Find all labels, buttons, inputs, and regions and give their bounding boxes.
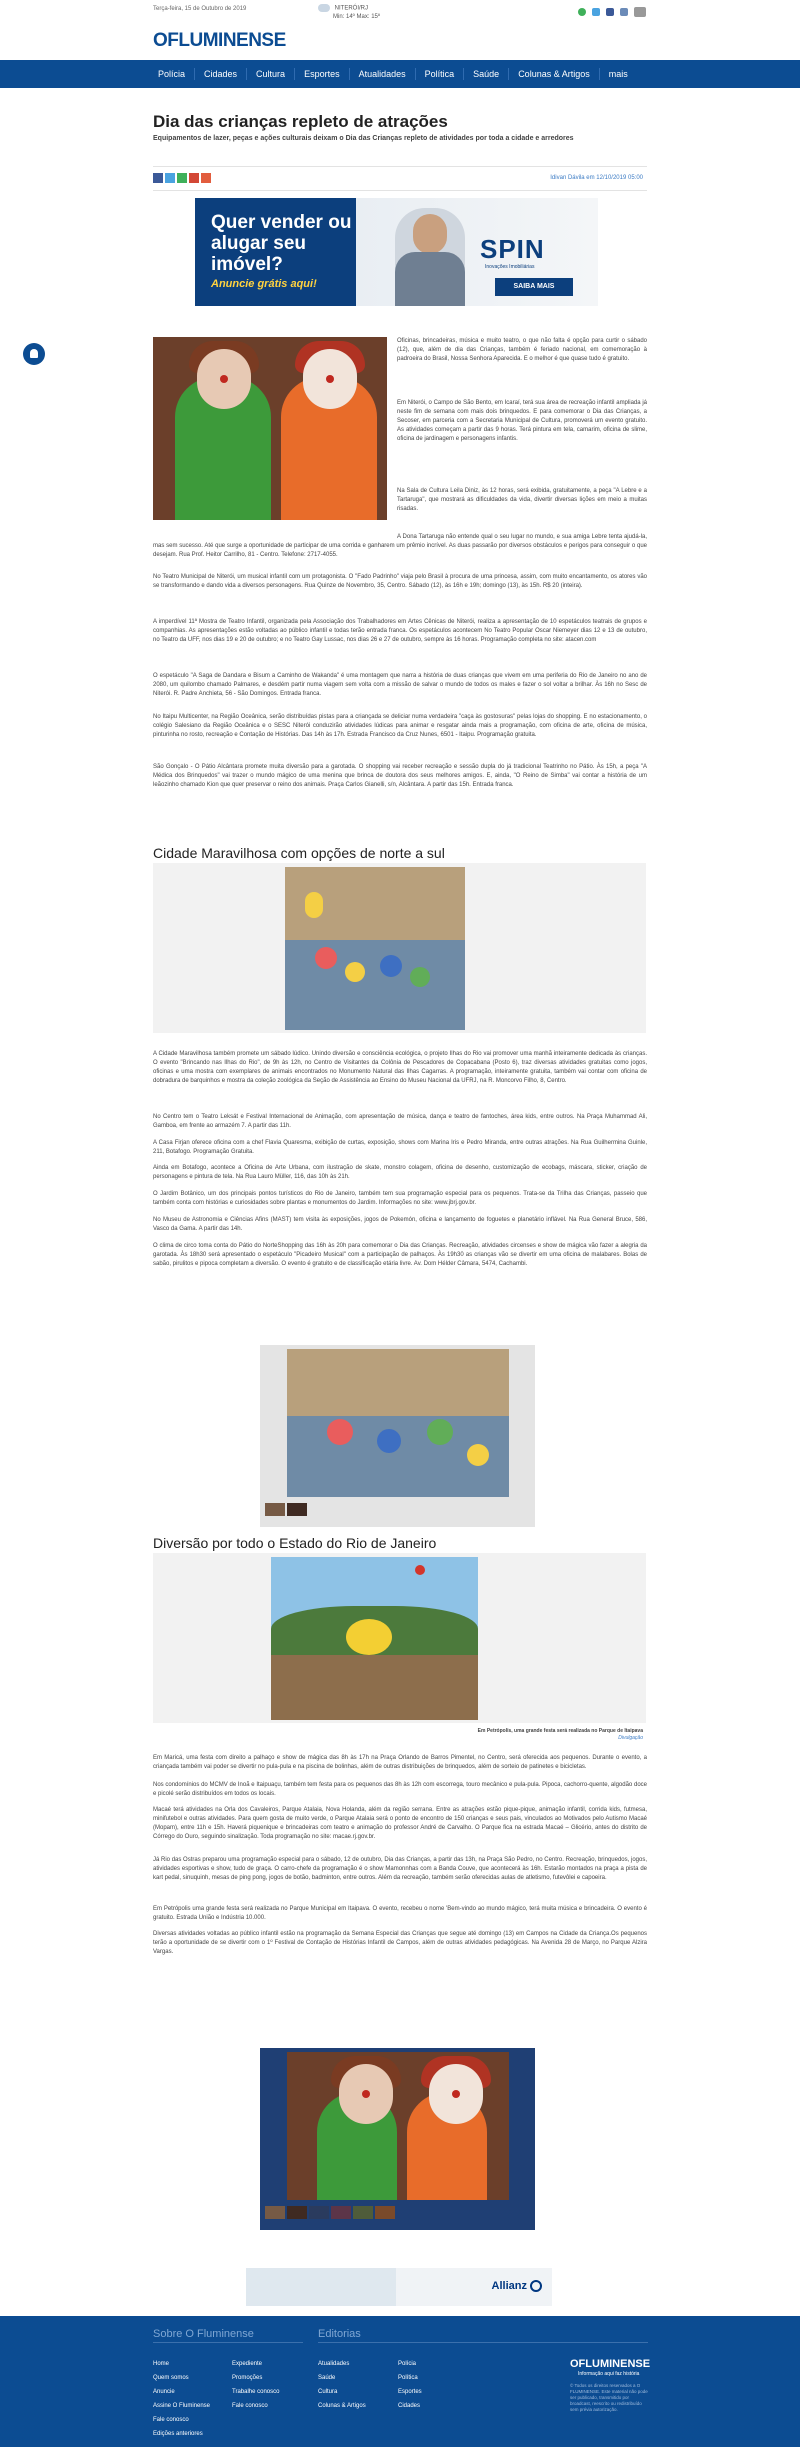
article-subtitle: Equipamentos de lazer, peças e ações culturais deixam o Dia das Crianças repleto de atividades por toda a cidade e arredores [153, 135, 574, 142]
thumbnail[interactable] [331, 2206, 351, 2219]
nav-item-mais[interactable]: mais [608, 69, 628, 79]
ad-image [246, 2268, 396, 2306]
section-heading: Diversão por todo o Estado do Rio de Janeiro [153, 1535, 437, 1551]
current-date: Terça-feira, 15 de Outubro de 2019 [153, 6, 247, 12]
allianz-eagle-icon [530, 2280, 542, 2292]
article-paragraph: Na Sala de Cultura Leila Diniz, às 12 horas, será exibida, gratuitamente, a peça "A Lebre e a Tartaruga", que mostrará as dificuldades da vida, divertir diversas lições em meio a muitas risadas. [397, 488, 647, 512]
photo-slider [260, 1345, 535, 1527]
footer-link[interactable]: Edições anteriores [153, 2431, 203, 2437]
weather-widget [318, 4, 380, 21]
footer-link[interactable]: Trabalhe conosco [232, 2389, 280, 2395]
facebook-icon[interactable] [606, 8, 614, 16]
article-paragraph: No Itaipu Multicenter, na Região Oceânica, serão distribuídas pistas para a criançada se deliciar numa verdadeira "caça às gostosuras" pelas lojas do shopping. E no estacionamento, o colégio Salesiano da Região Oceânica e o SESC Niterói conduzirão atividades lúdicas para animar e resgatar ainda mais a programação, com oficina de arte, oficina de música, pinturinha no rosto, recreação e Contação de Histórias. Das 14h às 17h. Estrada Francisco da Cruz Nunes, 6501 - Itaipu. Programação gratuita. [153, 714, 647, 738]
article-paragraph: Nos condomínios do MCMV de Inoã e Itaipuaçu, também tem festa para os pequenos das 8h às 12h com escorrega, touro mecânico e pula-pula. Pipoca, cachorro-quente, algodão doce e picolé serão distribuídos em todos os locais. [153, 1782, 647, 1797]
ad-model-image [395, 208, 465, 306]
caption-text: Em Petrópolis, uma grande festa será realizada no Parque de Itaipava [477, 1728, 643, 1734]
footer-link[interactable]: Expediente [232, 2361, 263, 2367]
photo-gallery [153, 1553, 646, 1723]
google-share-icon[interactable] [189, 173, 199, 183]
site-logo[interactable]: OFLUMINENSE [153, 30, 286, 51]
article-paragraph: A Dona Tartaruga não entende qual o seu lugar no mundo, e sua amiga Lebre tenta ajudá-la, mas sem sucesso. Até que surge a oportunidade de participar de uma corrida e ganharem um prêmio incrível. As duas passarão por diversos obstáculos e perigos para conseguir o que desejam. Rua Prof. Heitor Carrilho, 81 - Centro. Telefone: 2717-4055. [153, 534, 647, 558]
article-paragraph: A Casa Firjan oferece oficina com a chef Flavia Quaresma, exibição de curtas, exposição, shows com Marina Iris e Pedro Miranda, entre outras atrações. Na Rua Guilhermina Guinle, 211, Botafogo. Programação Gratuita. [153, 1140, 647, 1155]
photo-caption [478, 1728, 643, 1742]
nav-item-policia[interactable]: Polícia [154, 68, 195, 80]
nav-item-politica[interactable]: Política [416, 68, 465, 80]
footer-links-about [153, 2357, 210, 2441]
whatsapp-icon[interactable] [578, 8, 586, 16]
search-icon[interactable] [634, 7, 646, 17]
footer-link[interactable]: Política [398, 2375, 418, 2381]
footer-link[interactable]: Saúde [318, 2375, 336, 2381]
spin-saiba-mais-button[interactable]: SAIBA MAIS [495, 278, 573, 296]
whatsapp-share-icon[interactable] [177, 173, 187, 183]
facebook-share-icon[interactable] [153, 173, 163, 183]
instagram-icon[interactable] [620, 8, 628, 16]
footer-link[interactable]: Fale conosco [153, 2417, 189, 2423]
article-paragraph: Em Niterói, o Campo de São Bento, em Icaraí, terá sua área de recreação infantil ampliada já neste fim de semana com mais dois brinquedos. E para comemorar o Dia das Crianças, a Secoser, em parceria com a Secretaria Municipal de Cultura, promoverá um evento gratuito. As atividades começam a partir das 9 horas. Terá pintura em tela, camarim, oficina de slime, oficina de jardinagem e personagens infantis. [397, 400, 647, 442]
footer-links-editorias [318, 2357, 366, 2413]
footer-link[interactable]: Quem somos [153, 2375, 189, 2381]
thumbnail[interactable] [353, 2206, 373, 2219]
footer-link[interactable]: Colunas & Artigos [318, 2403, 366, 2409]
footer-link[interactable]: Polícia [398, 2361, 417, 2367]
share-buttons [153, 173, 211, 183]
nav-item-saude[interactable]: Saúde [464, 68, 509, 80]
nav-item-esportes[interactable]: Esportes [295, 68, 350, 80]
photo-slider [260, 2048, 535, 2230]
article-byline: Idivan Dávila em 12/10/2019 05:00 [550, 175, 643, 181]
divider [153, 166, 647, 167]
footer-link[interactable]: Esportes [398, 2389, 422, 2395]
footer-logo[interactable]: OFLUMINENSE [570, 2358, 651, 2370]
kids-activity-photo[interactable] [287, 1349, 509, 1497]
article-paragraph: O clima de circo toma conta do Pátio do NorteShopping das 16h às 20h para comemorar o Dia das Crianças. Recreação, atividades circenses e show de mágica vão fazer a alegria da garotada. Às 18h30 será apresentado o espetáculo "Picadeiro Musical" com a participação de palhaços. Às 19h30 as crianças vão se divertir em uma oficina de malabares. Bolas de sabão, pirulitos e pipoca completam a diversão. O evento é gratuito e de classificação etária livre. Av. Dom Hélder Câmara, 5474, Cachambi. [153, 1243, 647, 1267]
article-paragraph: No Centro tem o Teatro Leksát e Festival Internacional de Animação, com apresentação de música, dança e teatro de fantoches, área kids, entre outros. Na Praça Muhammad Ali, Gamboa, em frente ao armazém 7. A partir das 11h. [153, 1114, 647, 1129]
article-paragraph: Diversas atividades voltadas ao público infantil estão na programação da Semana Especial das Crianças que segue até domingo (13) em Campos na Cidade da Criança.Os pequenos terão a oportunidade de se divertir com o 1º Festival de Contação de Histórias Infantil de Campos, além de outras atividades pedagógicas. Na Avenida 28 de Março, no Parque Alzira Vargas. [153, 1931, 647, 1955]
main-nav [0, 60, 800, 88]
article-paragraph: Oficinas, brincadeiras, música e muito teatro, o que não falta é opção para curtir o sábado (12), que, além de dia das Crianças, também é feriado nacional, em comemoração à padroeira do Brasil, Nossa Senhora Aparecida. E o melhor é que quase tudo é gratuito. [397, 338, 647, 362]
footer-link[interactable]: Home [153, 2361, 170, 2367]
footer-link[interactable]: Anuncie [153, 2389, 175, 2395]
spin-ad-headline: Quer vender ou alugar seu imóvel? [211, 212, 352, 275]
footer-link[interactable]: Assine O Fluminense [153, 2403, 211, 2409]
footer-links-editorias-2 [398, 2357, 422, 2413]
nav-item-atualidades[interactable]: Atualidades [350, 68, 416, 80]
nav-item-cidades[interactable]: Cidades [195, 68, 247, 80]
weather-city: NITERÓI/RJ [334, 5, 369, 12]
footer-divider [318, 2342, 648, 2343]
article-title: Dia das crianças repleto de atrações [153, 112, 448, 131]
photo-gallery [153, 863, 646, 1033]
article-paragraph: Em Petrópolis uma grande festa será realizada no Parque Municipal em Itaipava. O evento, recebeu o nome 'Bem-vindo ao mundo mágico, terá muita música e brincadeira. O evento é gratuito. Estrada União e Indústria 10.000. [153, 1906, 647, 1921]
article-paragraph: Em Maricá, uma festa com direito a palhaço e show de mágica das 8h às 17h na Praça Orlando de Barros Pimentel, no Centro, será oferecida aos pequenos. Durante o evento, a criançada também vai poder se divertir no pula-pula e na piscina de bolinhas, além de outras distribuições de brinquedos, além de sorteio de patinetes e bicicletas. [153, 1755, 647, 1770]
article-paragraph: A Cidade Maravilhosa também promete um sábado lúdico. Unindo diversão e consciência ecológica, o projeto Ilhas do Rio vai promover uma manhã inteiramente dedicada às crianças. O evento "Brincando nas Ilhas do Rio", de 9h às 12h, no Centro de Visitantes da Colônia de Pescadores de Copacabana (Posto 6), traz diversas atividades gratuitas como jogos, oficinas e uma mostra com exemplares de animais encontrados no Monumento Natural das Ilhas Cagarras. A programação, inteiramente gratuita, também vai contar com oficina de dobradura de barquinhos e mostra da coleção zoológica da Seção de Assistência ao Ensino do Museu Nacional da UFRJ, na R. Moncorvo Filho, 8, Centro. [153, 1051, 647, 1084]
top-bar [0, 0, 800, 60]
footer-copyright: © Todos os direitos reservados a O FLUMINENSE. Este material não pode ser publicado, transmitido por broadcast, reescrito ou redistribuído sem prévia autorização. [570, 2383, 648, 2412]
article-paragraph: Já Rio das Ostras preparou uma programação especial para o sábado, 12 de outubro, Dia das Crianças, a partir das 13h, na Praça São Pedro, no Centro. Recreação, brinquedos, jogos, atividades esportivas e show, tudo de graça. O carro-chefe da programação é o show Mamonnhas com a Banda Couve, que acontecerá às 16h. Estarão montados na praça a pista de kart pedal, sinuquinh, mesas de ping pong, jogos de botão, badminton, entre outros. Além da recreação, também serão oferecidas aulas de atletismo, futevôlei e capoeira. [153, 1857, 647, 1881]
divider [153, 190, 647, 191]
footer-link[interactable]: Atualidades [318, 2361, 350, 2367]
footer-link[interactable]: Fale conosco [232, 2403, 268, 2409]
site-footer [0, 2316, 800, 2447]
article-paragraph: O espetáculo "A Saga de Dandara e Bisum a Caminho de Wakanda" é uma montagem que narra a história de duas crianças que vivem em uma periferia do Rio de Janeiro no ano de 2080, um quilombo chamado Palmares, e desdém partir numa viagem sem volta com a missão de salvar o mundo de todos os males e fazer o sol voltar a brilhar. Às 16h no Sesc de Niterói. R. Padre Anchieta, 56 - São Domingos. Entrada franca. [153, 673, 647, 697]
social-links [578, 7, 646, 17]
nav-item-colunas[interactable]: Colunas & Artigos [509, 68, 600, 80]
article-paragraph: O Jardim Botânico, um dos principais pontos turísticos do Rio de Janeiro, também tem sua programação especial para os pequenos. Trata-se da Trilha das Crianças, passeio que também conta com histórias e curiosidades sobre plantas e monumentos do Jardim. Informações no site: www.jbrj.gov.br. [153, 1191, 647, 1206]
article-paragraph: No Teatro Municipal de Niterói, um musical infantil com um protagonista. O "Fado Padrinho" viaja pelo Brasil à procura de uma princesa, assim, com muito encantamento, os atores vão se transformando e dando vida a diversos personagens. Rua Quinze de Novembro, 35, Centro. Sábado (12), às 16h e 19h; domingo (13), às 15h. R$ 20 (inteira). [153, 574, 647, 589]
thumbnail[interactable] [265, 1503, 285, 1516]
thumbnail[interactable] [309, 2206, 329, 2219]
footer-link[interactable]: Cultura [318, 2389, 338, 2395]
article-paragraph: Macaé terá atividades na Orla dos Cavaleiros, Parque Atalaia, Nova Holanda, além da região serrana. Entre as atrações estão pique-pique, animação infantil, corrida kids, futmesa, minifutebol e outras atividades. Para quem gosta de muito verde, o Parque Atalaia será o ponto de encontro de 150 crianças e seus pais, vinculados ao Motivados pelo Autismo Macaé (Mopam), entre 11h e 15h. Haverá piquenique e brincadeiras com teatro e animação do professor André de Carvalho. O Parque fica na estrada Macaé – Glicério, antes do distrito de Córrego do Ouro, seguindo sinalização. Toda programação no site: macae.rj.gov.br. [153, 1807, 647, 1840]
allianz-ad-banner[interactable] [246, 2268, 552, 2306]
clowns-photo [153, 337, 387, 520]
kids-classroom-photo[interactable] [285, 867, 465, 1030]
footer-link[interactable]: Cidades [398, 2403, 421, 2409]
twitter-icon[interactable] [592, 8, 600, 16]
footer-slogan: Informação aqui faz história [578, 2371, 640, 2377]
nav-item-cultura[interactable]: Cultura [247, 68, 295, 80]
spin-ad-cta: Anuncie grátis aqui! [211, 278, 317, 290]
spin-ad-banner[interactable] [195, 198, 598, 306]
outdoor-party-photo[interactable] [271, 1557, 478, 1720]
gallery-thumbnails [265, 1503, 307, 1516]
section-heading: Cidade Maravilhosa com opções de norte a sul [153, 845, 445, 861]
caption-credit: Divulgação [618, 1735, 643, 1741]
thumbnail[interactable] [287, 1503, 307, 1516]
footer-editorias-title: Editorias [318, 2328, 361, 2340]
article-paragraph: Ainda em Botafogo, acontece a Oficina de Arte Urbana, com ilustração de skate, monstro colagem, oficina de desenho, customização de ecobags, máscara, sticker, criação de personagens e pintura de tela. Na Rua Lauro Müller, 116, das 10h às 21h. [153, 1165, 647, 1180]
footer-about-title: Sobre O Fluminense [153, 2328, 254, 2340]
notification-bell-icon[interactable] [23, 343, 45, 365]
thumbnail[interactable] [375, 2206, 395, 2219]
email-share-icon[interactable] [201, 173, 211, 183]
article-paragraph: A imperdível 11ª Mostra de Teatro Infantil, organizada pela Associação dos Trabalhadores em Artes Cênicas de Niterói, realiza a apresentação de 10 espetáculos teatrais de grupos e companhias. As apresentações estão voltadas ao público infantil e todas terão entrada franca. Os espetáculos acontecem No Teatro Popular Oscar Niemeyer dias 12 e 13 de outubro, no Teatro da UFF, nos dias 19 e 20 de outubro; e no Teatro Gay Lussac, nos dias 26 e 27 de outubro, sempre às 16 horas. Programação completa no site: atacen.com [153, 619, 647, 643]
article-paragraph: No Museu de Astronomia e Ciências Afins (MAST) tem visita às exposições, jogos de Pokemón, oficina e lançamento de foguetes e planetário inflável. Na Rua General Bruce, 586, Vasco da Gama. A partir das 14h. [153, 1217, 647, 1232]
clowns-slide-photo[interactable] [287, 2052, 509, 2200]
article-paragraph: São Gonçalo - O Pátio Alcântara promete muita diversão para a garotada. O shopping vai receber recreação e sessão dupla do já tradicional Teatrinho no Pátio. Às 15h, a peça "A Médica dos Brinquedos" vai trazer o mundo mágico de uma menina que brinca de doutora dos seus melhores amigos. E, ainda, "O Reino de Simba" vai contar a história de um leãozinho chamado Kion que quer preservar o reino dos animais. Praça Carlos Gianelli, s/n, Alcântara. A partir das 15h. Entrada franca. [153, 764, 647, 788]
gallery-thumbnails [265, 2206, 395, 2219]
spin-logo: SPIN [480, 234, 545, 264]
twitter-share-icon[interactable] [165, 173, 175, 183]
thumbnail[interactable] [265, 2206, 285, 2219]
footer-link[interactable]: Promoções [232, 2375, 263, 2381]
spin-logo-sub: Inovações Imobiliárias [485, 264, 535, 270]
weather-temps: Min: 14º Max: 15º [333, 13, 381, 20]
footer-divider [153, 2342, 303, 2343]
thumbnail[interactable] [287, 2206, 307, 2219]
allianz-logo: Allianz [491, 2280, 527, 2292]
footer-links-about-2 [232, 2357, 279, 2413]
cloud-icon [318, 4, 330, 12]
